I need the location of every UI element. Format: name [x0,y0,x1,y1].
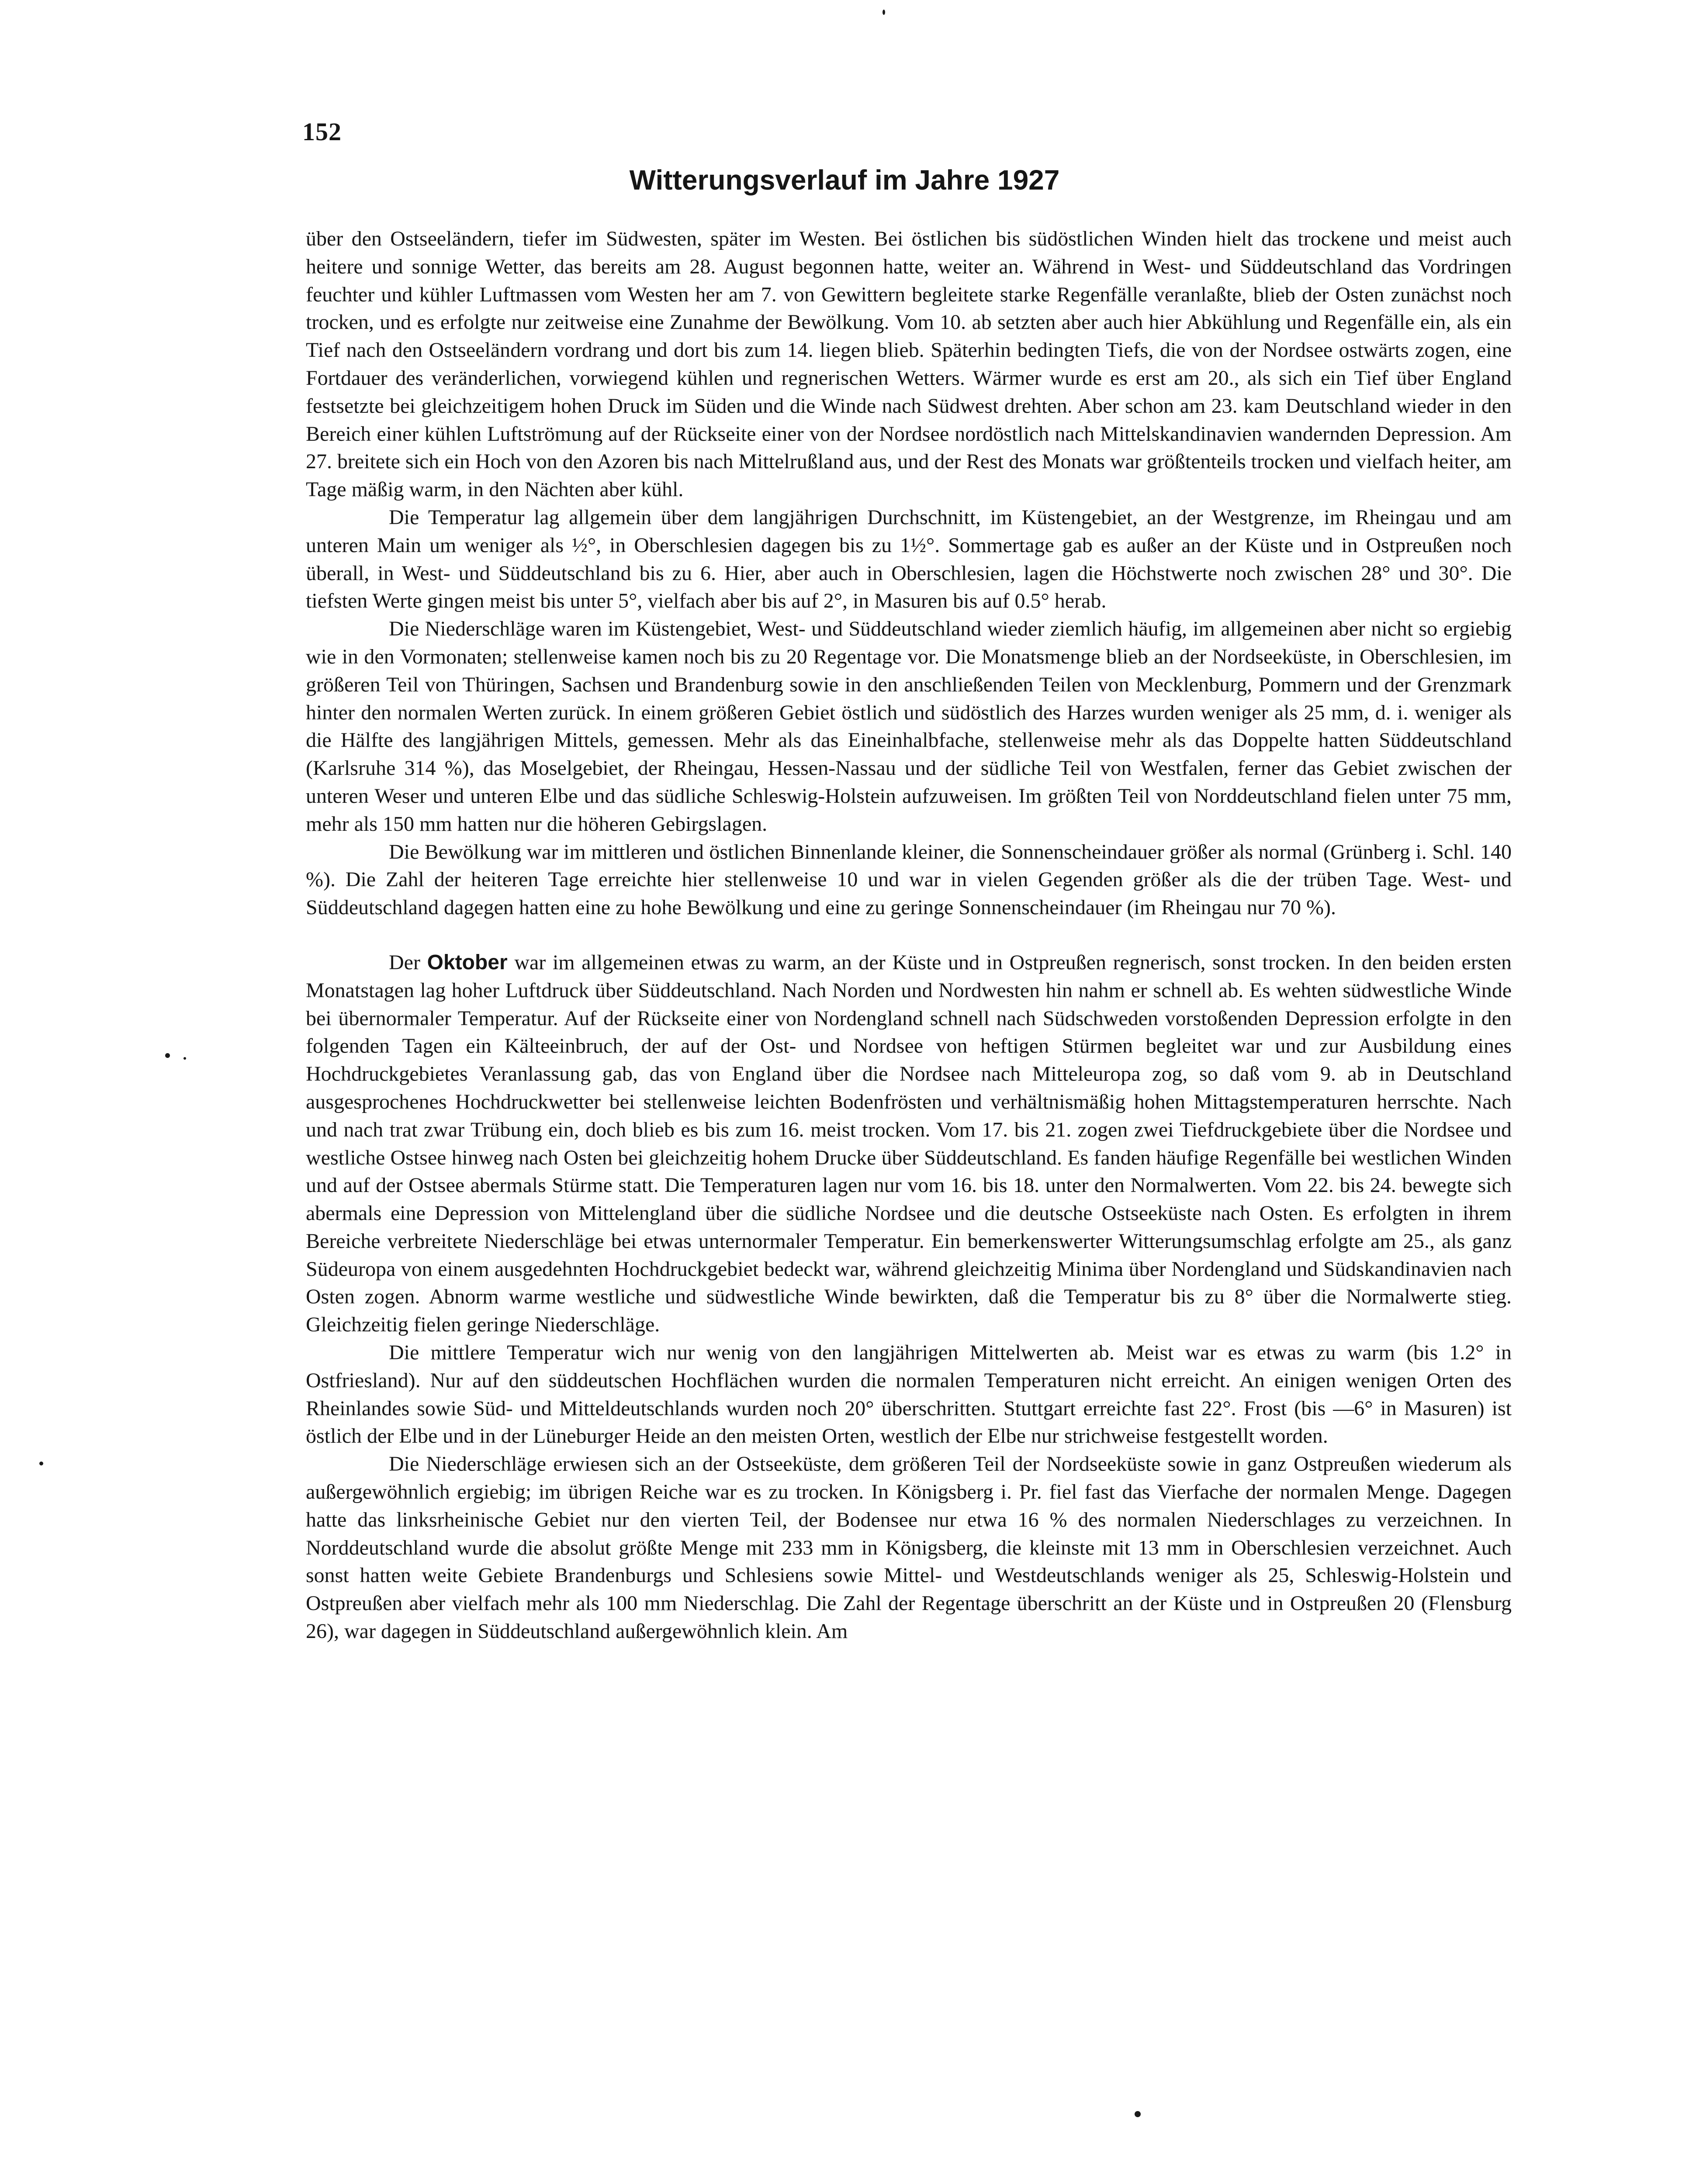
september-paragraph-precipitation: Die Niederschläge waren im Küstengebiet, West- und Süddeutschland wieder ziemlich häufig, im allgemeinen aber nicht so ergiebig wie in den Vormonaten; stellenweise kamen noch bis zu 20 Regentage vor. Die Monatsmenge blieb an der Nordseeküste, in Oberschlesien, im größeren Teil von Thüringen, Sachsen und Brandenburg sowie in den anschließenden Teilen von Mecklenburg, Pommern und der Grenzmark hinter den normalen Werten zurück. In einem größeren Gebiet östlich und südöstlich des Harzes wurden weniger als 25 mm, d. i. weniger als die Hälfte des langjährigen Mittels, gemessen. Mehr als das Eineinhalbfache, stellenweise mehr als das Doppelte hatten Süddeutschland (Karlsruhe 314 %), das Moselgebiet, der Rheingau, Hessen-Nassau und der südliche Teil von Westfalen, ferner das Gebiet zwischen der unteren Weser und unteren Elbe und das südliche Schleswig-Holstein aufzuweisen. Im größten Teil von Norddeutschland fielen unter 75 mm, mehr als 150 mm hatten nur die höheren Gebirgslagen. [306,617,1512,836]
october-paragraph-1 [306,949,1512,1339]
scan-speck [165,1053,170,1058]
page-title: Witterungsverlauf im Jahre 1927 [629,164,1060,196]
october-paragraph-precipitation: Die Niederschläge erwiesen sich an der Ostseeküste, dem größeren Teil der Nordseeküste sowie in ganz Ostpreußen wiederum als außergewöhnlich ergiebig; im übrigen Reiche war es zu trocken. In Königsberg i. Pr. fiel fast das Vierfache der normalen Menge. Dagegen hatte das linksrheinische Gebiet nur den vierten Teil, der Bodensee nur etwa 16 % des normalen Niederschlages zu verzeichnen. In Norddeutschland wurde die absolut größte Menge mit 233 mm in Königsberg, die kleinste mit 13 mm in Oberschlesien verzeichnet. Auch sonst hatten weite Gebiete Brandenburgs und Schlesiens sowie Mittel- und Westdeutschlands weniger als 25, Schleswig-Holstein und Ostpreußen aber vielfach mehr als 100 mm Niederschlag. Die Zahl der Regentage überschritt an der Küste und in Ostpreußen 20 (Flensburg 26), war dagegen in Süddeutschland außergewöhnlich klein. Am [306,1452,1512,1643]
body-text [306,225,1512,1645]
september-paragraph-temperature: Die Temperatur lag allgemein über dem langjährigen Durchschnitt, im Küstengebiet, an der Westgrenze, im Rheingau und am unteren Main um weniger als ½°, in Oberschlesien dagegen bis zu 1½°. Sommertage gab es außer an der Küste und in Ostpreußen noch überall, in West- und Süddeutschland bis zu 6. Hier, aber auch in Oberschlesien, lagen die Höchstwerte noch zwischen 28° und 30°. Die tiefsten Werte gingen meist bis unter 5°, vielfach aber bis auf 2°, in Masuren bis auf 0.5° herab. [306,505,1512,613]
month-heading-october: Oktober [427,950,508,974]
page-number: 152 [302,117,342,146]
scan-speck [883,10,885,15]
september-paragraph-cloudiness: Die Bewölkung war im mittleren und östlichen Binnenlande kleiner, die Sonnenscheindauer größer als normal (Grünberg i. Schl. 140 %). Die Zahl der heiteren Tage erreichte hier stellenweise 10 und war in vielen Gegenden größer als die der trüben Tage. West- und Süddeutschland dagegen hatten eine zu hohe Bewölkung und eine zu geringe Sonnenscheindauer (im Rheingau nur 70 %). [306,840,1512,919]
scan-speck [1135,2111,1141,2117]
october-paragraph-1-body: war im allgemeinen etwas zu warm, an der Küste und in Ostpreußen regnerisch, sonst trocken. In den beiden ersten Monatstagen lag hoher Luftdruck über Süddeutschland. Nach Norden und Nordwesten hin nahm er schnell ab. Es wehten südwestliche Winde bei übernormaler Temperatur. Auf der Rückseite einer von Nordengland schnell nach Südschweden vorstoßenden Depression erfolgte in den folgenden Tagen ein Kälteeinbruch, der auf der Ost- und Nordsee von heftigen Stürmen begleitet war und zur Ausbildung eines Hochdruckgebietes Veranlassung gab, das von England über die Nordsee nach Mitteleuropa zog, so daß vom 9. ab in Deutschland ausgesprochenes Hochdruckwetter bei stellenweise leichten Bodenfrösten und verhältnismäßig hohen Mittagstemperaturen herrschte. Nach und nach trat zwar Trübung ein, doch blieb es bis zum 16. meist trocken. Vom 17. bis 21. zogen zwei Tiefdruckgebiete über die Nordsee und westliche Ostsee hinweg nach Osten bei gleichzeitig hohem Drucke über Süddeutschland. Es fanden häufige Regenfälle bei westlichen Winden und auf der Ostsee abermals Stürme statt. Die Temperaturen lagen nur vom 16. bis 18. unter den Normalwerten. Vom 22. bis 24. bewegte sich abermals eine Depression von Mittelengland über die südliche Nordsee und die deutsche Ostseeküste nach Osten. Es erfolgten in ihrem Bereiche verbreitete Niederschläge bei etwas unternormaler Temperatur. Ein bemerkenswerter Witterungsumschlag erfolgte am 25., als ganz Südeuropa von einem ausgedehnten Hochdruckgebiet bedeckt war, während gleichzeitig Minima über Nordengland und Südskandinavien nach Osten zogen. Abnorm warme westliche und südwestliche Winde bewirkten, daß die Temperatur bis zu 8° über die Normalwerte stieg. Gleichzeitig fielen geringe Niederschläge. [306,950,1512,1337]
october-paragraph-temperature: Die mittlere Temperatur wich nur wenig von den langjährigen Mittelwerten ab. Meist war es etwas zu warm (bis 1.2° in Ostfriesland). Nur auf den süddeutschen Hochflächen wurden die normalen Temperaturen nicht erreicht. An einigen wenigen Orten des Rheinlandes sowie Süd- und Mitteldeutschlands wurden noch 20° überschritten. Stuttgart erreichte fast 22°. Frost (bis —6° in Masuren) ist östlich der Elbe und in der Lüneburger Heide an den meisten Orten, westlich der Elbe nur strichweise festgestellt worden. [306,1341,1512,1448]
scan-speck [183,1057,186,1060]
october-lead-word: Der [389,950,420,974]
scan-speck [39,1462,43,1465]
september-paragraph-1: über den Ostseeländern, tiefer im Südwesten, später im Westen. Bei östlichen bis südöstlichen Winden hielt das trockene und meist auch heitere und sonnige Wetter, das bereits am 28. August begonnen hatte, weiter an. Während in West- und Süddeutschland das Vordringen feuchter und kühler Luftmassen vom Westen her am 7. von Gewittern begleitete starke Regenfälle veranlaßte, blieb der Osten zunächst noch trocken, und es erfolgte nur zeitweise eine Zunahme der Bewölkung. Vom 10. ab setzten aber auch hier Abkühlung und Regenfälle ein, als ein Tief nach den Ostseeländern vordrang und dort bis zum 14. liegen blieb. Späterhin bedingten Tiefs, die von der Nordsee ostwärts zogen, eine Fortdauer des veränderlichen, vorwiegend kühlen und regnerischen Wetters. Wärmer wurde es erst am 20., als sich ein Tief über England festsetzte bei gleichzeitigem hohen Druck im Süden und die Winde nach Südwest drehten. Aber schon am 23. kam Deutschland wieder in den Bereich einer kühlen Luftströmung auf der Rückseite einer von der Nordsee nordöstlich nach Mittelskandinavien wandernden Depression. Am 27. breitete sich ein Hoch von den Azoren bis nach Mittelrußland aus, und der Rest des Monats war größtenteils trocken und vielfach heiter, am Tage mäßig warm, in den Nächten aber kühl. [306,227,1512,501]
